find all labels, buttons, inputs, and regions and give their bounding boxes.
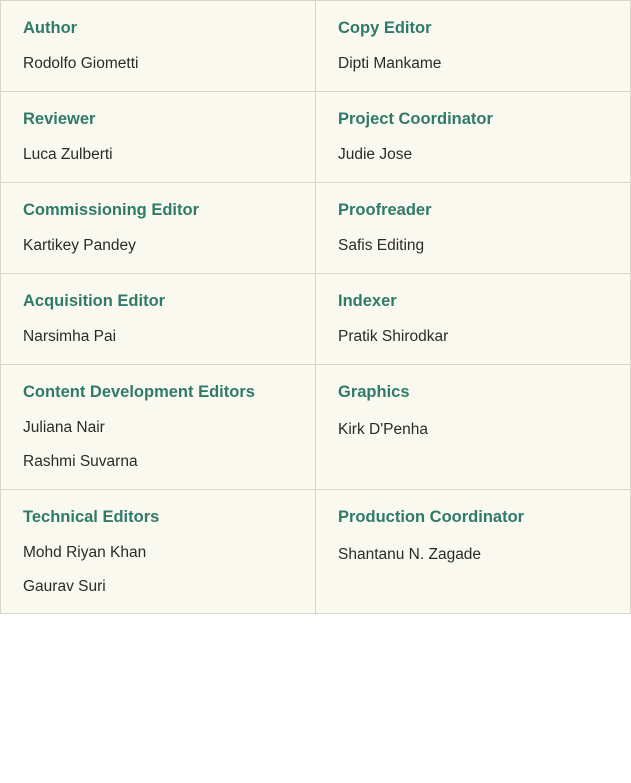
credit-name: Kirk D'Penha [338, 420, 428, 438]
credit-name: Safis Editing [338, 237, 425, 255]
credit-entry [316, 508, 630, 564]
credits-cell [1, 489, 316, 614]
credits-cell [316, 273, 631, 364]
credit-name: Mohd Riyan Khan [23, 543, 147, 561]
credit-entry [1, 201, 315, 255]
credit-name: Gaurav Suri [23, 577, 106, 595]
credit-role: Commissioning Editor [23, 200, 200, 219]
table-row [1, 182, 631, 273]
credits-cell [1, 91, 316, 182]
credit-name: Dipti Mankame [338, 55, 442, 73]
table-row [1, 364, 631, 489]
credit-entry [316, 292, 630, 346]
credit-role: Technical Editors [23, 507, 160, 526]
credit-name: Shantanu N. Zagade [338, 545, 482, 563]
credits-cell [316, 364, 631, 489]
credits-cell [316, 91, 631, 182]
credit-entry [1, 110, 315, 164]
credit-role: Reviewer [23, 109, 96, 128]
credit-role: Production Coordinator [338, 507, 525, 526]
credit-entry [316, 201, 630, 255]
credit-name: Narsimha Pai [23, 328, 117, 345]
table-row [1, 91, 631, 182]
credit-name: Rodolfo Giometti [23, 55, 139, 73]
credit-role: Graphics [338, 382, 410, 401]
credit-name: Luca Zulberti [23, 146, 113, 164]
credit-role: Indexer [338, 291, 397, 310]
credit-entry [1, 292, 315, 346]
credits-cell [1, 364, 316, 489]
table-row [1, 1, 631, 92]
credit-role: Proofreader [338, 200, 432, 219]
credit-entry [316, 110, 630, 164]
credit-role: Author [23, 19, 78, 37]
credit-name: Kartikey Pandey [23, 237, 136, 255]
credits-cell [1, 182, 316, 273]
credit-role: Content Development Editors [23, 382, 255, 401]
credits-cell [316, 1, 631, 92]
table-row [1, 273, 631, 364]
credit-role: Acquisition Editor [23, 291, 166, 310]
credit-entry [1, 383, 315, 471]
credit-entry [1, 508, 315, 596]
credit-role: Project Coordinator [338, 109, 493, 128]
credit-role: Copy Editor [338, 19, 432, 37]
credit-entry [316, 383, 630, 439]
credits-cell [316, 182, 631, 273]
credit-name: Pratik Shirodkar [338, 328, 449, 345]
credits-cell [1, 273, 316, 364]
credits-cell [1, 1, 316, 92]
credits-table-body [1, 1, 631, 614]
table-row [1, 489, 631, 614]
credit-name: Judie Jose [338, 146, 413, 164]
credit-name: Rashmi Suvarna [23, 452, 138, 470]
credits-cell [316, 489, 631, 614]
credit-entry [316, 19, 630, 73]
credit-name: Juliana Nair [23, 418, 105, 436]
credit-entry [1, 19, 315, 73]
